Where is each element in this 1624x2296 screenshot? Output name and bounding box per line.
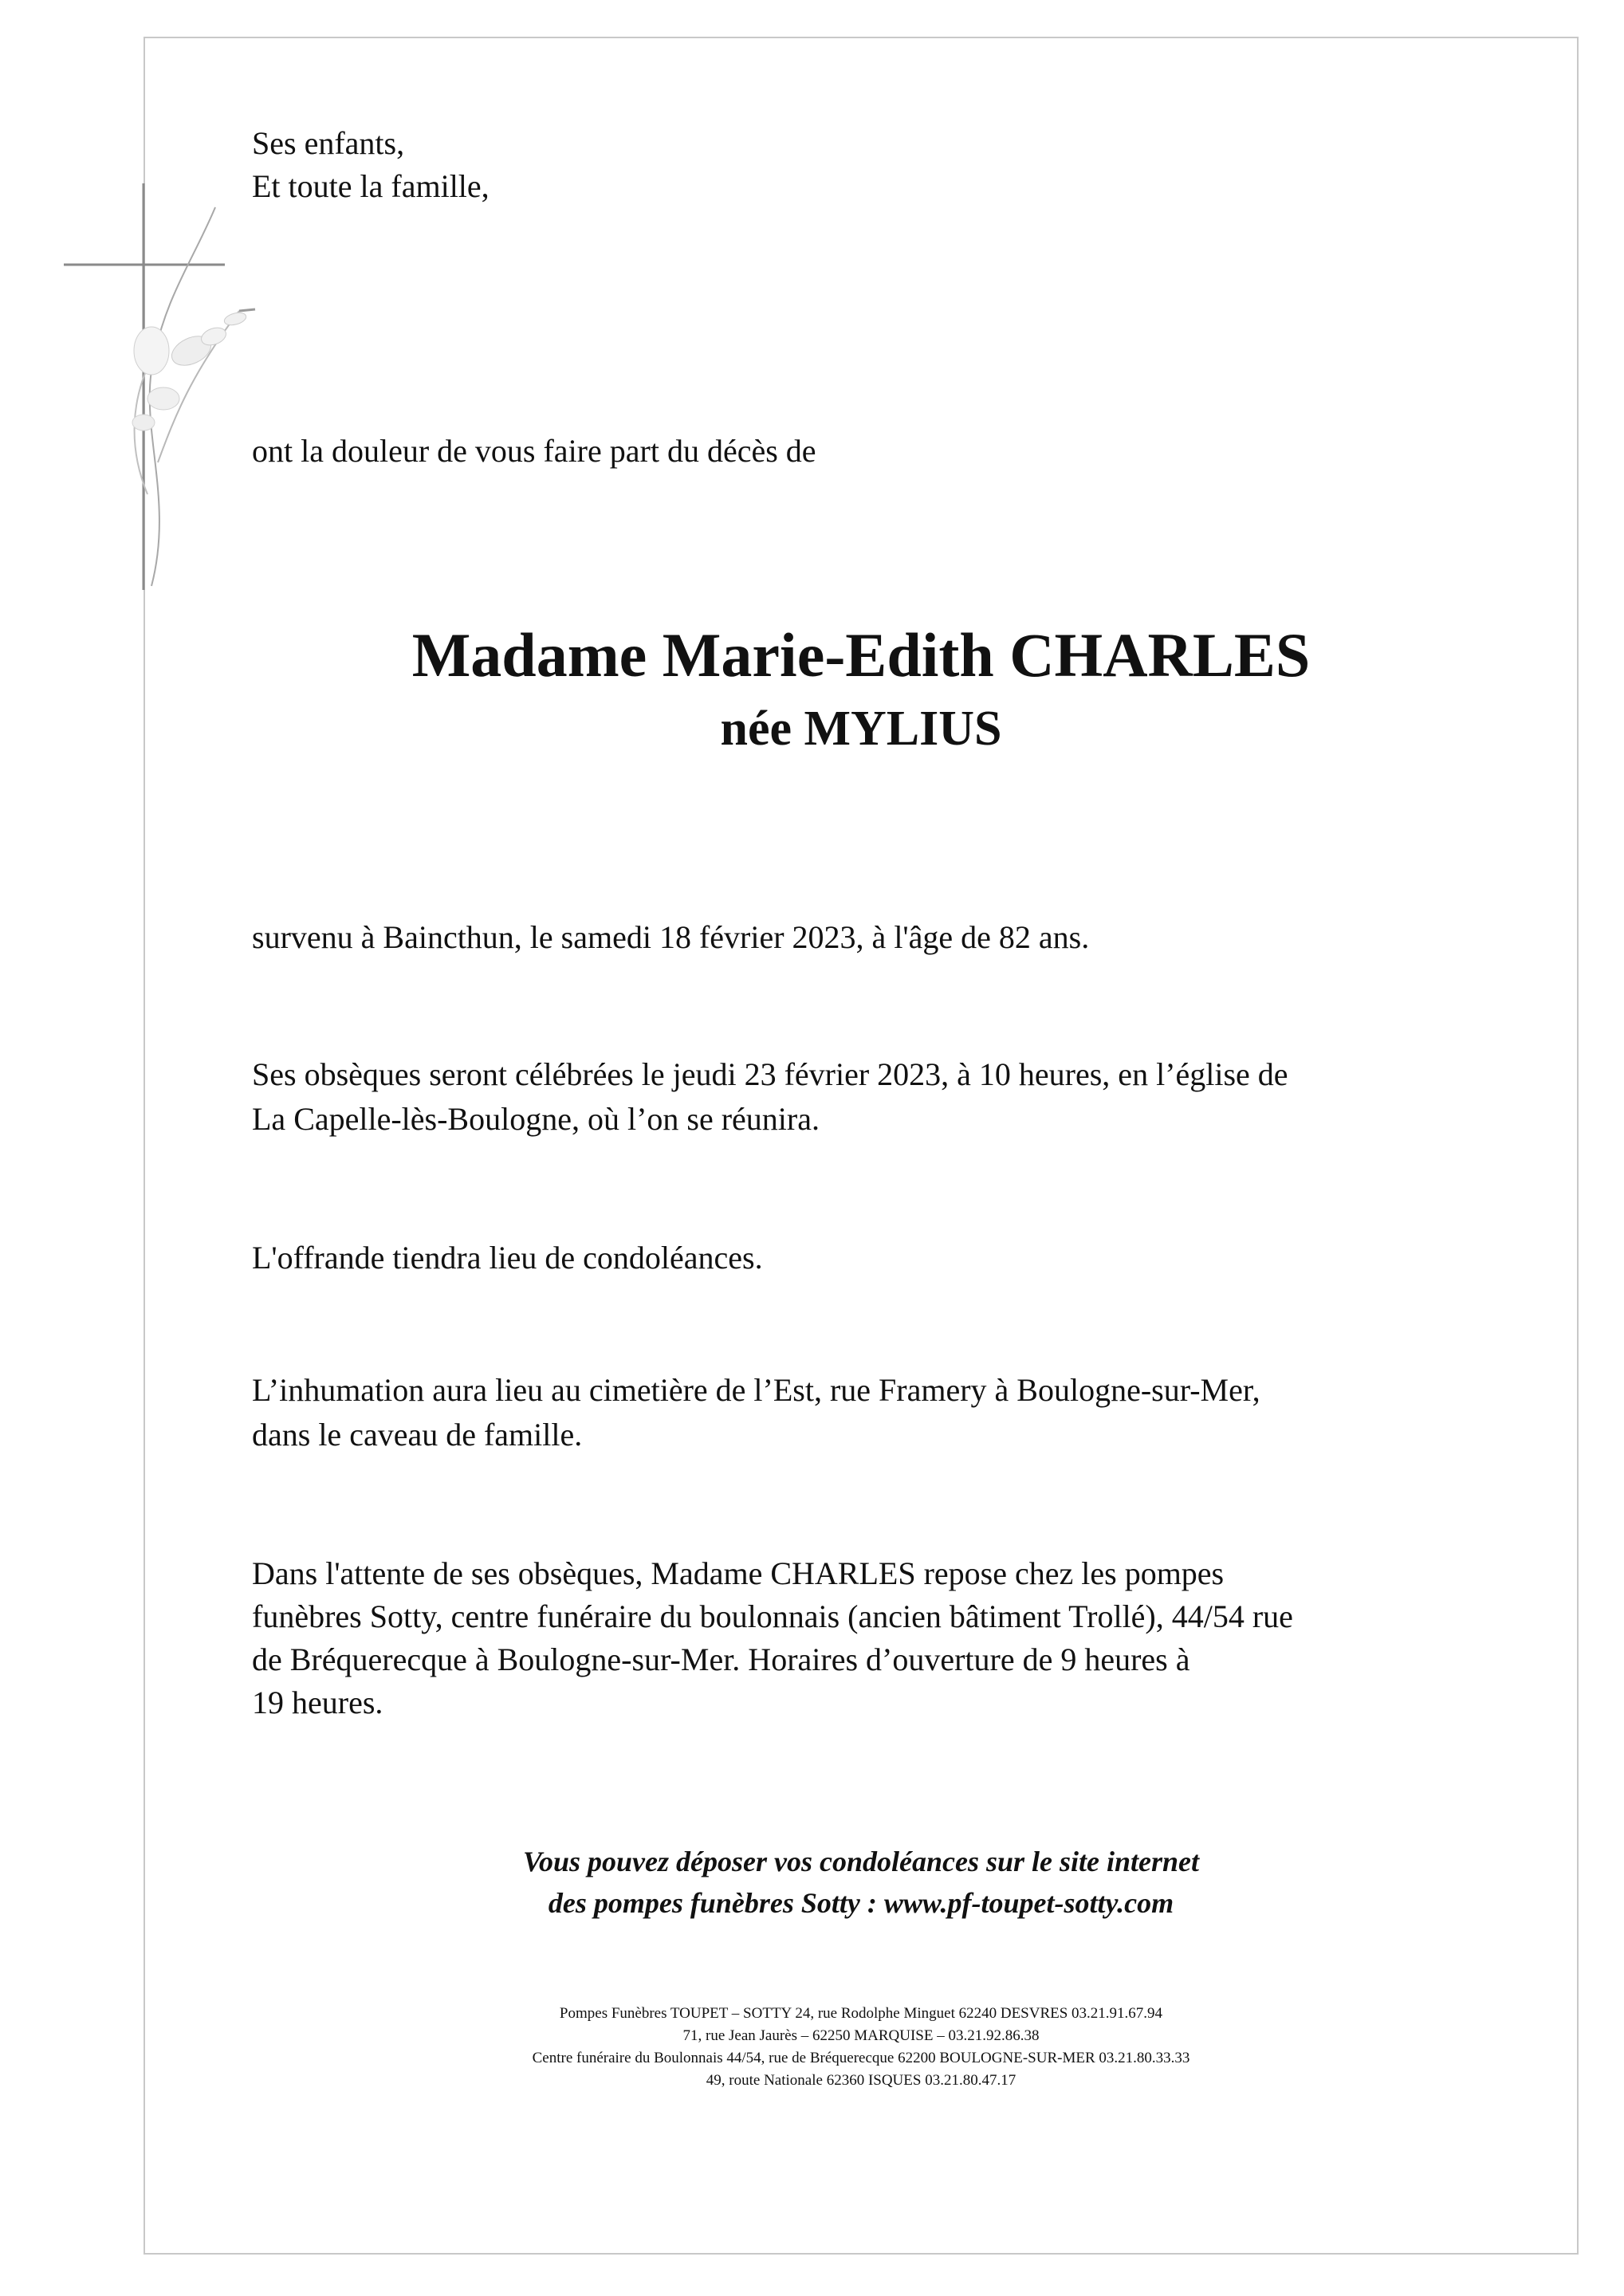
- footer-line-1: Pompes Funèbres TOUPET – SOTTY 24, rue Rodolphe Minguet 62240 DESVRES 03.21.91.67.94: [559, 2005, 1163, 2022]
- rest-line-2: funèbres Sotty, centre funéraire du boulonnais (ancien bâtiment Trollé), 44/54 rue: [252, 1598, 1293, 1634]
- deceased-maiden-name: née MYLIUS: [720, 702, 1002, 756]
- announcement-text: ont la douleur de vous faire part du décès de: [252, 433, 816, 469]
- footer-line-2: 71, rue Jean Jaurès – 62250 MARQUISE – 03.21.92.86.38: [682, 2027, 1040, 2044]
- condolences-line-1: Vous pouvez déposer vos condoléances sur le site internet: [522, 1846, 1199, 1877]
- rest-line-3: de Bréquerecque à Boulogne-sur-Mer. Horaires d’ouverture de 9 heures à: [252, 1641, 1190, 1677]
- deceased-name: Madame Marie-Edith CHARLES: [411, 620, 1311, 690]
- footer-line-4: 49, route Nationale 62360 ISQUES 03.21.80.47.17: [706, 2072, 1016, 2089]
- condolences-line-2: des pompes funèbres Sotty : www.pf-toupet-sotty.com: [548, 1887, 1174, 1919]
- burial-line-1: L’inhumation aura lieu au cimetière de l’Est, rue Framery à Boulogne-sur-Mer,: [252, 1372, 1260, 1408]
- funeral-line-1: Ses obsèques seront célébrées le jeudi 23 février 2023, à 10 heures, en l’église de: [252, 1056, 1288, 1092]
- footer-line-3: Centre funéraire du Boulonnais 44/54, rue de Bréquerecque 62200 BOULOGNE-SUR-MER 03.21.80.33.33: [532, 2050, 1190, 2066]
- burial-line-2: dans le caveau de famille.: [252, 1417, 583, 1453]
- rest-line-1: Dans l'attente de ses obsèques, Madame CHARLES repose chez les pompes: [252, 1555, 1225, 1591]
- cross-with-flowers-icon: [56, 159, 263, 606]
- death-details: survenu à Baincthun, le samedi 18 février 2023, à l'âge de 82 ans.: [252, 919, 1090, 955]
- funeral-line-2: La Capelle-lès-Boulogne, où l’on se réunira.: [252, 1101, 820, 1137]
- family-line-1: Ses enfants,: [252, 125, 405, 161]
- rest-line-4: 19 heures.: [252, 1685, 383, 1720]
- family-line-2: Et toute la famille,: [252, 168, 490, 204]
- offering-text: L'offrande tiendra lieu de condoléances.: [252, 1240, 763, 1276]
